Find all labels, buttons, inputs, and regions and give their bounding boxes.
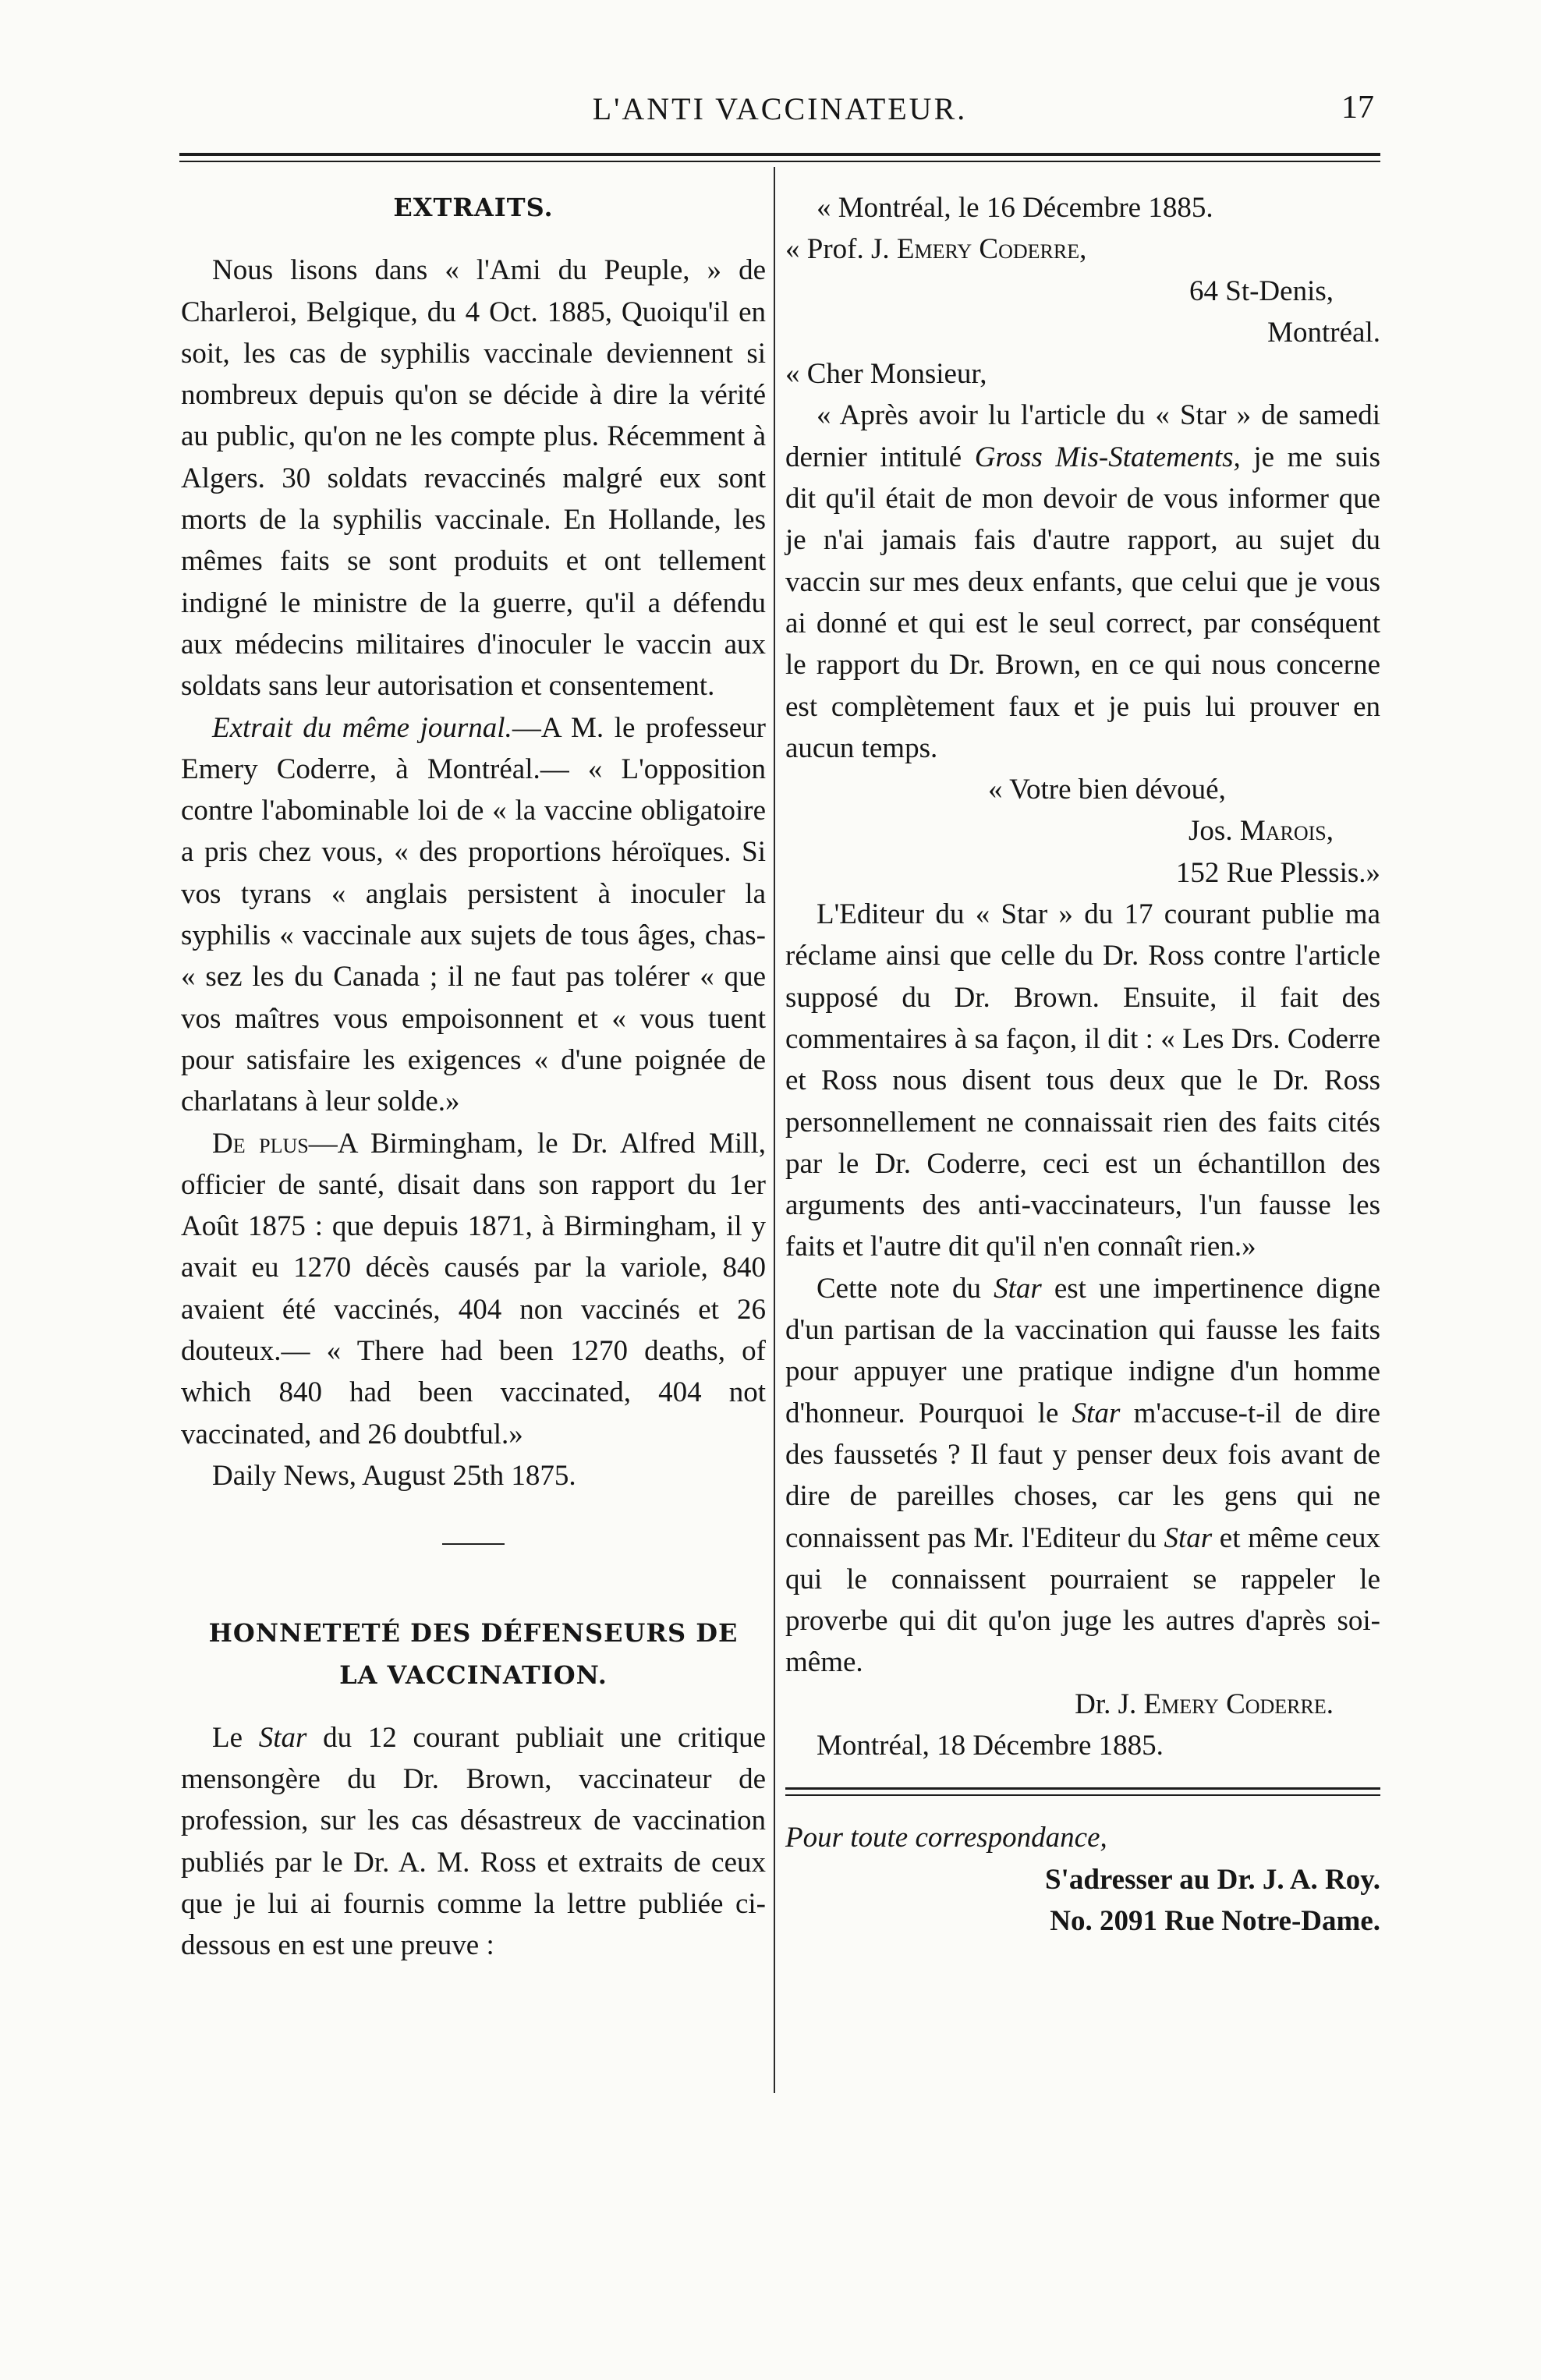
letter-address-city: Montréal. [1267,316,1380,349]
header-rule-thin [179,161,1380,162]
paragraph-impertinence [785,1268,1380,1684]
text-run: Cette note du [817,1272,994,1305]
paragraph-star-critique [181,1717,766,1967]
star-italic: Star [1164,1521,1213,1554]
text-run: Dr. J. [1075,1688,1144,1720]
extraits-heading: EXTRAITS. [393,193,554,222]
addressee-name: Emery Coderre, [896,233,1087,266]
text-run: du 12 courant publiait une critique mensongère du Dr. Brown, vaccinateur de profession, sur les cas désastreux de vaccination publiés par le Dr. A. M. Ross et extraits de ceux que je lui ai fournis comme la lettre publiée ci-dessous en est une preuve : [181,1721,766,1962]
letter-dateline: « Montréal, le 16 Décembre 1885. [817,192,1213,224]
honnetete-heading-line2: LA VACCINATION. [339,1659,608,1690]
running-title: L'ANTI VACCINATEUR. [592,91,968,126]
correspondence-addressee: S'adresser au Dr. J. A. Roy. [1044,1863,1380,1896]
column-divider [774,167,775,2093]
letter-body [785,395,1380,769]
correspondence-address: No. 2091 Rue Notre-Dame. [1050,1904,1380,1937]
page-number: 17 [1341,90,1374,126]
letter-salutation: « Cher Monsieur, [785,358,987,391]
letter-address-street: 64 St-Denis, [1189,274,1334,307]
text-run: est une impertinence digne d'un partisan de la vaccination qui fausse les faits pour appuyer une pratique indigne d'un homme d'honneur. Pourquoi le [785,1272,1380,1429]
signature-name: Emery Coderre. [1143,1688,1334,1720]
signature-date: Montréal, 18 Décembre 1885. [817,1729,1164,1762]
paragraph-birmingham [181,1123,766,1455]
correspondence-note: Pour toute correspondance, [785,1822,1107,1854]
smallcaps-lead: De plus [212,1127,309,1160]
star-italic: Star [1072,1397,1121,1429]
text-run: Le [212,1721,259,1754]
letter-addressee [785,228,1380,270]
running-head [179,87,1380,134]
honnetete-heading-line1: HONNETETÉ DES DÉFENSEURS DE [208,1618,739,1649]
letter-signer-address: 152 Rue Plessis.» [1175,856,1380,889]
left-column [181,187,766,1967]
text-run: m'accuse-t-il de dire des faussetés ? Il faut y penser deux fois avant de dire de pareilles choses, car les gens qui ne connaissent pas Mr. l'Editeur du [785,1397,1380,1554]
letter-signer [785,810,1380,852]
header-rule-thick [179,153,1380,156]
signer-name: Marois, [1239,815,1334,848]
paragraph-birmingham-text: —A Birmingham, le Dr. Alfred Mill, officier de santé, disait dans son rapport du 1er Août 1875 : que depuis 1871, à Birmingham, il y avait eu 1270 décès causés par la variole, 840 avaient été vaccinés, 404 non vaccinés et 26 douteux.— « There had been 1270 deaths, of which 840 had been vaccinated, 404 not vaccinated, and 26 doubtful.» [181,1127,766,1450]
paragraph-extrait-journal [181,707,766,1123]
daily-news-citation: Daily News, August 25th 1875. [212,1459,576,1492]
text-run: je me suis dit qu'il était de mon devoir de vous informer que je n'ai jamais fais d'autre rapport, au sujet du vaccin sur mes deux enfants, que celui que je vous ai donné et qui est le seul correct, par conséquent le rapport du Dr. Brown, en ce qui nous concerne est complètement faux et je puis lui prouver en aucun temps. [785,441,1381,764]
italic-source: Extrait du même journal. [212,711,512,744]
text-run: Jos. [1189,815,1240,848]
text-run: et même ceux qui le connaissent pourraient se rappeler le proverbe qui dit qu'on juge les autres d'après soi-même. [785,1521,1380,1679]
paragraph-extrait-text: —A M. le professeur Emery Coderre, à Montréal.— « L'opposition contre l'abominable loi de « la vaccine obligatoire a pris chez vous, « des proportions héroïques. Si vos tyrans « anglais persistent à inoculer la syphilis « vaccinale aux sujets de tous âges, chas- « sez les du Canada ; il ne faut pas tolérer « que vos maîtres vous empoisonnent et « vous tuent pour satisfaire les exigences « d'une poignée de charlatans à leur solde.» [181,711,766,1118]
right-column [785,187,1380,1942]
text-run: « Prof. J. [785,233,897,266]
star-italic: Star [258,1721,307,1754]
footer-rule-thick [785,1787,1380,1790]
paragraph-ami-du-peuple: Nous lisons dans « l'Ami du Peuple, » de Charleroi, Belgique, du 4 Oct. 1885, Quoiqu'il en soit, les cas de syphilis vaccinale deviennent si nombreux depuis qu'on se décide à dire la vérité au public, qu'on ne les compte plus. Récemment à Algers. 30 soldats revaccinés malgré eux sont morts de la syphilis vaccinale. En Hollande, les mêmes faits se sont produits et ont tellement indigné le ministre de la guerre, qu'il a défendu aux médecins militaires d'inoculer le vaccin aux soldats sans leur autorisation et consentement. [181,254,766,703]
star-italic: Star [994,1272,1042,1305]
signature-coderre [785,1684,1380,1725]
text-run: « Après avoir lu l'article du « Star » de samedi dernier intitulé [785,399,1380,473]
letter-closing: « Votre bien dévoué, [988,774,1226,806]
paragraph-editeur-star: L'Editeur du « Star » du 17 courant publie ma réclame ainsi que celle du Dr. Ross contre l'article supposé du Dr. Brown. Ensuite, il fait des commentaires à sa façon, il dit : « Les Drs. Coderre et Ross nous disent tous deux que le Dr. Ross personnellement ne connaissait rien des faits cités par le Dr. Coderre, ceci est un échantillon des arguments des anti-vaccinateurs, l'un fausse les faits et l'autre dit qu'il n'en connaît rien.» [785,898,1380,1263]
article-title-italic: Gross Mis-Statements, [974,441,1241,473]
